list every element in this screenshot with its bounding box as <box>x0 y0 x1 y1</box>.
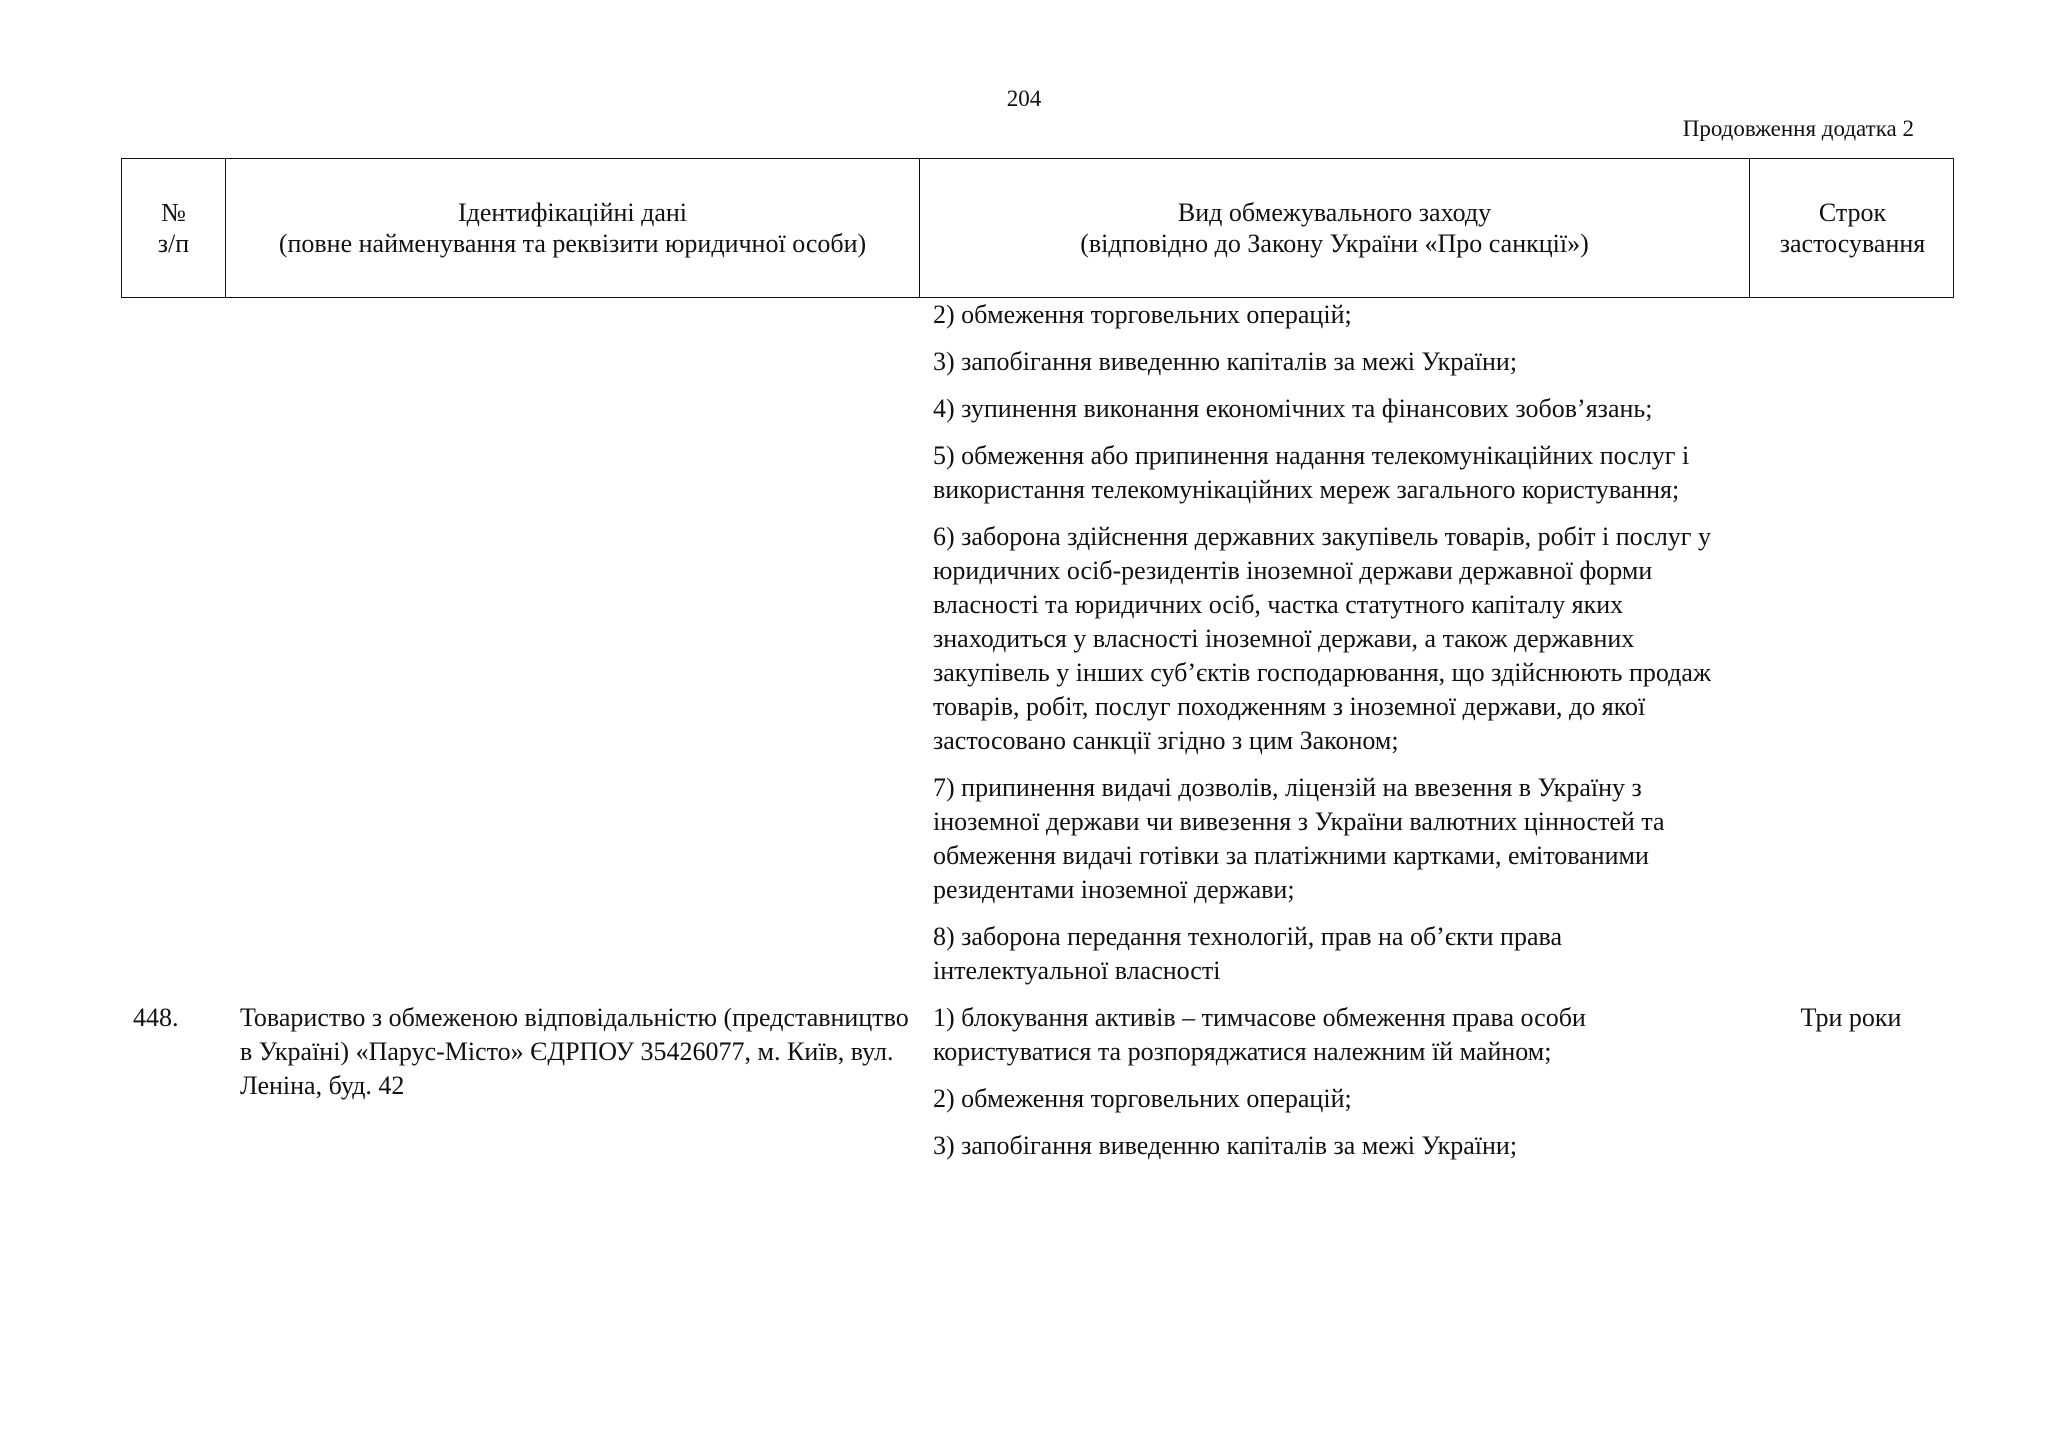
entry-term: Три роки <box>1800 1003 1902 1032</box>
entry-measures-cell <box>918 1001 1748 1176</box>
measure-item: 8) заборона передання технологій, прав на об’єкти права інтелектуальної власності <box>933 922 1562 985</box>
header-number-line-1: № <box>161 198 186 227</box>
sanctions-table <box>121 158 1954 1176</box>
measure-item: 1) блокування активів – тимчасове обмеження права особи користуватися та розпоряджатися належним їй майном; <box>933 1003 1586 1066</box>
header-measure-type-line-1: Вид обмежувального заходу <box>1177 198 1492 227</box>
measure-item: 3) запобігання виведенню капіталів за межі України; <box>933 1131 1518 1160</box>
table-row-448 <box>121 1001 1954 1176</box>
header-measure-type-line-2: (відповідно до Закону України «Про санкції») <box>1080 229 1589 258</box>
continuation-label: Продовження додатка 2 <box>1682 116 1914 141</box>
measure-item: 2) обмеження торговельних операцій; <box>933 300 1352 329</box>
header-number <box>122 159 225 297</box>
continued-measures-cell <box>918 298 1748 1001</box>
table-row-continued <box>121 298 1954 1001</box>
header-measure-type <box>919 159 1749 297</box>
header-term-line-2: застосування <box>1779 229 1926 258</box>
table-header-row <box>121 158 1954 298</box>
continued-number-cell <box>121 298 224 1001</box>
measure-item: 7) припинення видачі дозволів, ліцензій на ввезення в Україну з іноземної держави чи вивезення з України валютних цінностей та обмеження видачі готівки за платіжними картками, емітованими резидентами іноземної держави; <box>933 773 1665 904</box>
header-term <box>1749 159 1955 297</box>
header-identification <box>225 159 919 297</box>
measure-item: 2) обмеження торговельних операцій; <box>933 1084 1352 1113</box>
measure-item: 3) запобігання виведенню капіталів за межі України; <box>933 347 1518 376</box>
measure-item: 5) обмеження або припинення надання телекомунікаційних послуг і використання телекомунікаційних мереж загального користування; <box>933 441 1690 504</box>
header-term-line-1: Строк <box>1818 198 1887 227</box>
header-identification-line-1: Ідентифікаційні дані <box>457 198 688 227</box>
continued-identification-cell <box>224 298 918 1001</box>
measure-item: 4) зупинення виконання економічних та фінансових зобов’язань; <box>933 394 1653 423</box>
continued-term-cell <box>1748 298 1954 1001</box>
header-number-line-2: з/п <box>157 229 190 258</box>
entry-number: 448. <box>133 1003 179 1032</box>
measure-item: 6) заборона здійснення державних закупівель товарів, робіт і послуг у юридичних осіб-резидентів іноземної держави державної форми власності та юридичних осіб, частка статутного капіталу яких знаходиться у власності іноземної держави, а також державних закупівель у інших суб’єктів господарювання, що здійснюють продаж товарів, робіт, послуг походженням з іноземної держави, до якої застосовано санкції згідно з цим Законом; <box>933 522 1711 755</box>
entry-identification: Товариство з обмеженою відповідальністю (представництво в Україні) «Парус-Місто» ЄДРПОУ 35426077, м. Київ, вул. Леніна, буд. 42 <box>240 1003 909 1100</box>
header-identification-line-2: (повне найменування та реквізити юридичної особи) <box>278 229 867 258</box>
page-number: 204 <box>1006 86 1042 111</box>
